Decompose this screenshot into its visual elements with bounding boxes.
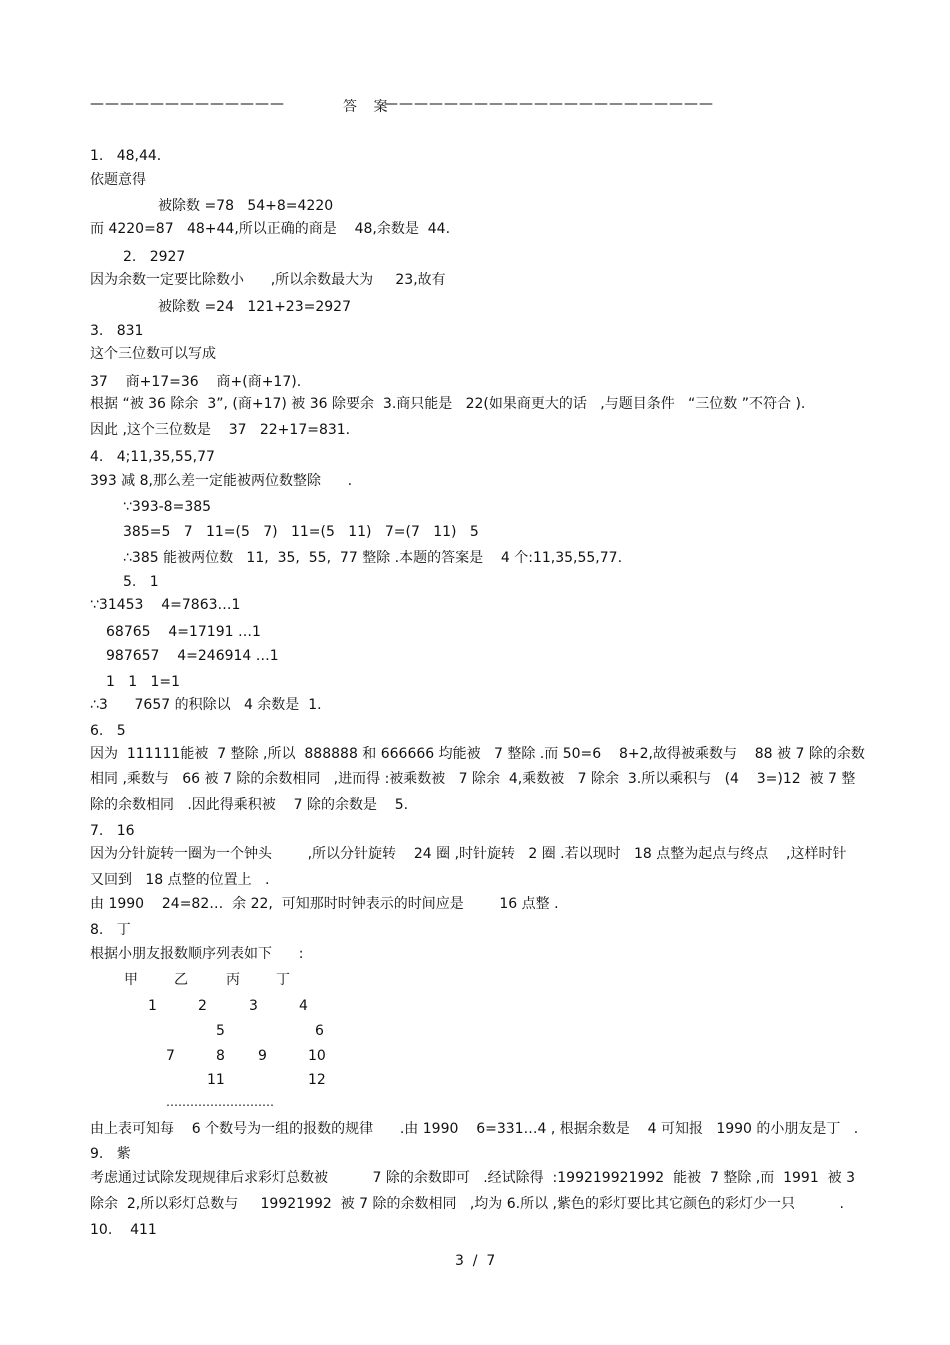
text-line: 相同 ,乘数与 66 被 7 除的余数相同 ,进而得 :被乘数被 7 除余 4,乘数被 7 除余 3.所以乘积与 (4 3=)12 被 7 整 [90, 771, 856, 787]
formula-line: ∵393-8=385 [123, 499, 212, 515]
text-line: 由 1990 24=82… 余 22, 可知那时时钟表示的时间应是 16 点整 . [90, 896, 559, 912]
text-line: 依题意得 [90, 172, 146, 188]
formula-line: 385=5 7 11=(5 7) 11=(5 11) 7=(7 11) 5 [123, 524, 479, 540]
text-line: 又回到 18 点整的位置上 . [90, 872, 270, 888]
answer-10-heading: 10. 411 [90, 1222, 157, 1238]
table-cell: 11 [207, 1072, 225, 1088]
text-line: 根据 “被 36 除余 3”, (商+17) 被 36 除要余 3.商只能是 22(如果商更大的话 ,与题目条件 “三位数 ”不符合 ). [90, 396, 806, 412]
text-line: ∴3 7657 的积除以 4 余数是 1. [90, 697, 322, 713]
text-line: 393 减 8,那么差一定能被两位数整除 . [90, 473, 353, 489]
table-cell: 3 [249, 998, 258, 1014]
table-header-ding: 丁 [276, 972, 290, 988]
answer-2-heading: 2. 2927 [123, 249, 186, 265]
answer-7-heading: 7. 16 [90, 823, 135, 839]
text-line: ∴385 能被两位数 11, 35, 55, 77 整除 .本题的答案是 4 个:11,35,55,77. [123, 550, 623, 566]
header-dashes-left: ————————————— [90, 96, 285, 112]
text-line: 因为分针旋转一圈为一个钟头 ,所以分针旋转 24 圈 ,时针旋转 2 圈 .若以现时 18 点整为起点与终点 ,这样时针 [90, 846, 847, 862]
answer-5-heading: 5. 1 [123, 574, 159, 590]
table-ellipsis: ……………………… [166, 1095, 274, 1109]
formula-line: 被除数 =78 54+8=4220 [158, 198, 334, 214]
table-header-yi: 乙 [174, 972, 188, 988]
table-cell: 2 [198, 998, 207, 1014]
answer-4-heading: 4. 4;11,35,55,77 [90, 449, 215, 465]
formula-line: 987657 4=246914 …1 [106, 648, 279, 664]
page-title: 答 案 [343, 99, 394, 115]
answer-1-heading: 1. 48,44. [90, 148, 162, 164]
header-dashes-right: —————————————————————— [384, 96, 714, 112]
formula-line: 1 1 1=1 [106, 674, 181, 690]
formula-line: 68765 4=17191 …1 [106, 624, 261, 640]
answer-9-heading: 9. 紫 [90, 1146, 131, 1162]
text-line: 因为 111111能被 7 整除 ,所以 888888 和 666666 均能被 7 整除 .而 50=6 8+2,故得被乘数与 88 被 7 除的余数 [90, 746, 865, 762]
text-line: 由上表可知每 6 个数号为一组的报数的规律 .由 1990 6=331…4 , 根据余数是 4 可知报 1990 的小朋友是丁 . [90, 1121, 859, 1137]
text-line: 这个三位数可以写成 [90, 346, 216, 362]
table-header-bing: 丙 [226, 972, 240, 988]
text-line: 根据小朋友报数顺序列表如下 : [90, 946, 304, 962]
table-cell: 5 [216, 1023, 225, 1039]
table-cell: 1 [148, 998, 157, 1014]
table-header-jia: 甲 [124, 972, 138, 988]
table-cell: 7 [166, 1048, 175, 1064]
text-line: 考虑通过试除发现规律后求彩灯总数被 7 除的余数即可 .经试除得 :199219921992 能被 7 整除 ,而 1991 被 3 [90, 1170, 856, 1186]
answer-3-heading: 3. 831 [90, 323, 144, 339]
text-line: 而 4220=87 48+44,所以正确的商是 48,余数是 44. [90, 221, 451, 237]
formula-line: ∵31453 4=7863…1 [90, 597, 241, 613]
table-cell: 9 [258, 1048, 267, 1064]
table-cell: 6 [315, 1023, 324, 1039]
table-cell: 10 [308, 1048, 326, 1064]
table-cell: 12 [308, 1072, 326, 1088]
answer-8-heading: 8. 丁 [90, 922, 131, 938]
page-number: 3 / 7 [455, 1253, 496, 1269]
table-cell: 4 [299, 998, 308, 1014]
text-line: 因为余数一定要比除数小 ,所以余数最大为 23,故有 [90, 272, 446, 288]
formula-line: 37 商+17=36 商+(商+17). [90, 374, 302, 390]
text-line: 除的余数相同 .因此得乘积被 7 除的余数是 5. [90, 797, 409, 813]
formula-line: 被除数 =24 121+23=2927 [158, 299, 351, 315]
answer-6-heading: 6. 5 [90, 723, 126, 739]
table-cell: 8 [216, 1048, 225, 1064]
text-line: 除余 2,所以彩灯总数与 19921992 被 7 除的余数相同 ,均为 6.所以 ,紫色的彩灯要比其它颜色的彩灯少一只 . [90, 1196, 844, 1212]
text-line: 因此 ,这个三位数是 37 22+17=831. [90, 422, 351, 438]
